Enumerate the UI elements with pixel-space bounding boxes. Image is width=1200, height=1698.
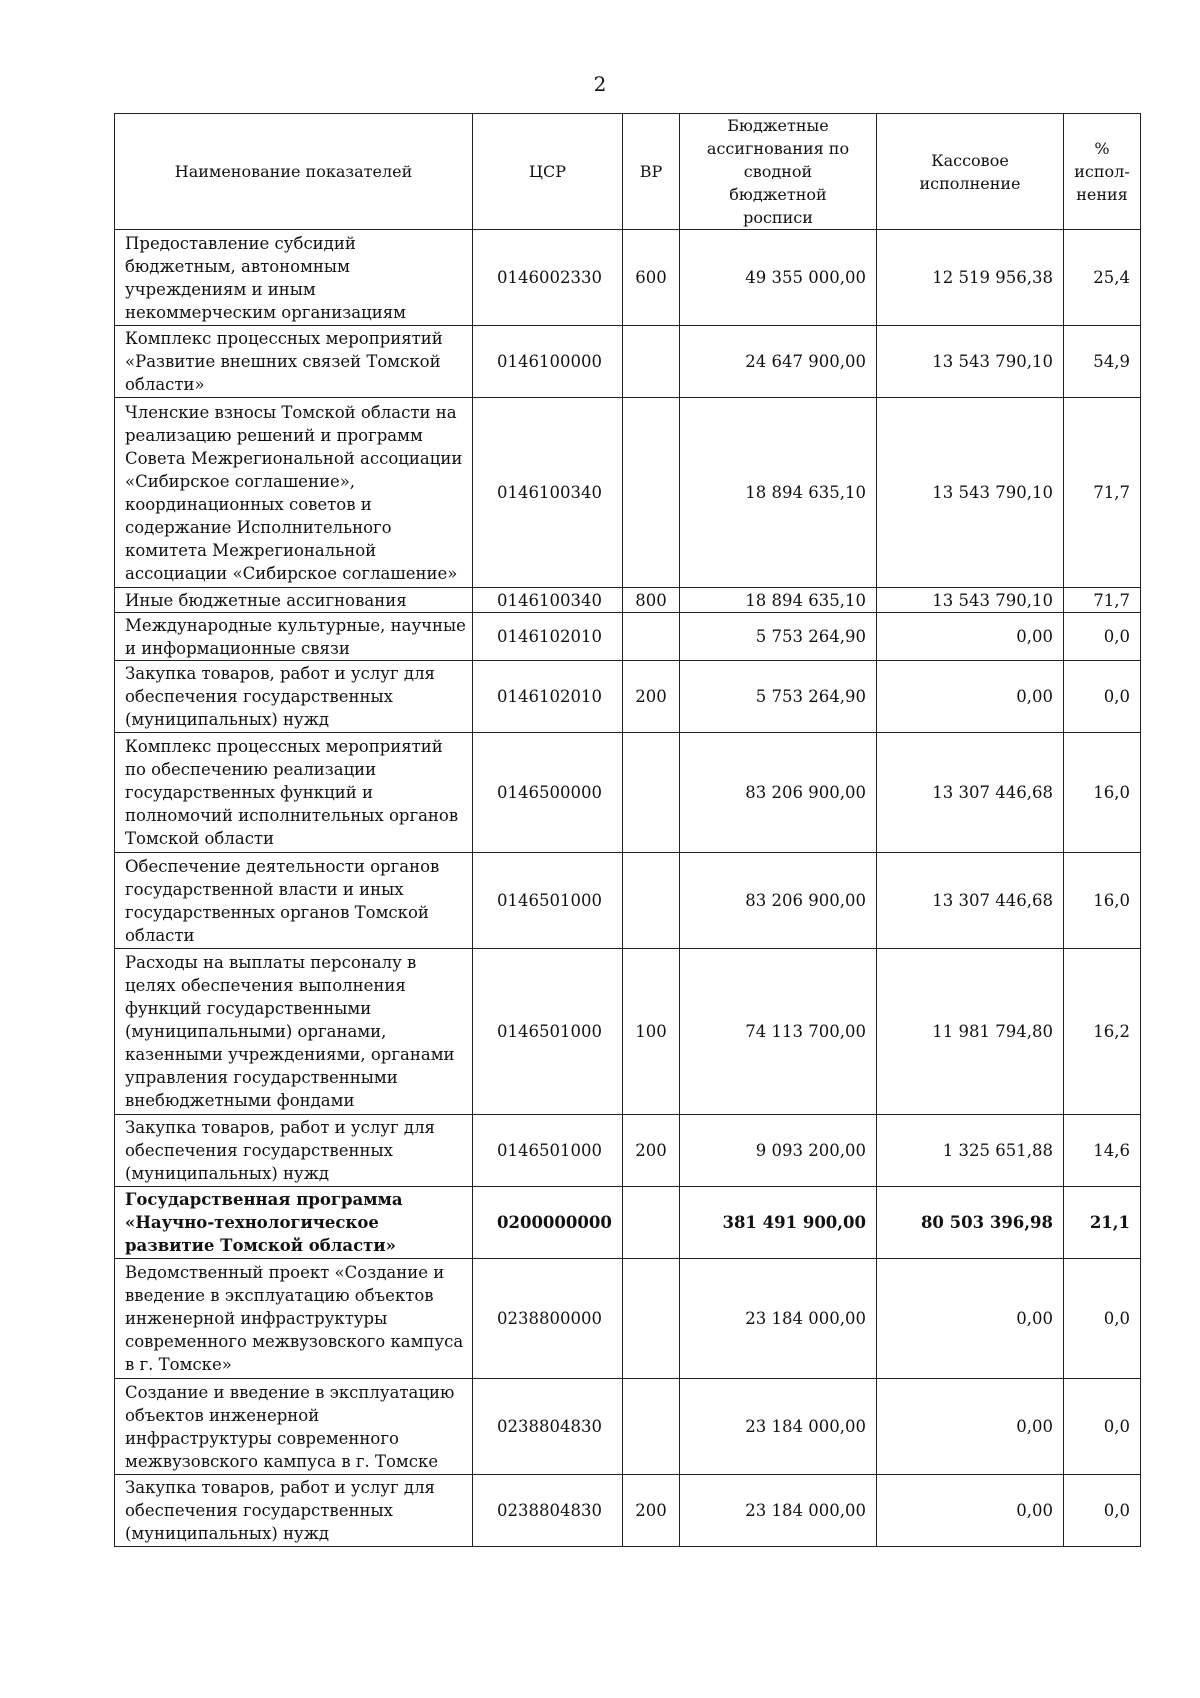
table-row	[115, 1115, 1141, 1187]
row-csr: 0146102010	[473, 661, 623, 733]
row-vr: 200	[623, 1115, 680, 1187]
row-csr: 0146501000	[473, 949, 623, 1115]
row-name: Комплекс процессных мероприятий «Развитие внешних связей Томской области»	[115, 326, 473, 398]
header-assignments: Бюджетные ассигнования по сводной бюджетной росписи	[680, 114, 877, 230]
row-execution: 0,00	[877, 1475, 1064, 1547]
row-percent: 0,0	[1064, 661, 1141, 733]
row-percent: 71,7	[1064, 588, 1141, 613]
row-percent: 0,0	[1064, 1379, 1141, 1475]
row-name: Обеспечение деятельности органов государственной власти и иных государственных органов Томской области	[115, 853, 473, 949]
header-percent: % испол-нения	[1064, 114, 1141, 230]
row-name: Закупка товаров, работ и услуг для обеспечения государственных (муниципальных) нужд	[115, 1475, 473, 1547]
row-percent: 0,0	[1064, 1259, 1141, 1379]
row-vr	[623, 326, 680, 398]
row-assignments: 74 113 700,00	[680, 949, 877, 1115]
row-execution: 13 307 446,68	[877, 733, 1064, 853]
row-execution: 80 503 396,98	[877, 1187, 1064, 1259]
row-csr: 0146100340	[473, 398, 623, 588]
row-execution: 0,00	[877, 613, 1064, 661]
row-assignments: 24 647 900,00	[680, 326, 877, 398]
row-assignments: 5 753 264,90	[680, 613, 877, 661]
row-assignments: 49 355 000,00	[680, 230, 877, 326]
row-vr	[623, 853, 680, 949]
row-name: Иные бюджетные ассигнования	[115, 588, 473, 613]
header-csr: ЦСР	[473, 114, 623, 230]
row-assignments: 23 184 000,00	[680, 1379, 877, 1475]
row-vr: 100	[623, 949, 680, 1115]
table-row	[115, 326, 1141, 398]
row-csr: 0146501000	[473, 853, 623, 949]
row-assignments: 83 206 900,00	[680, 733, 877, 853]
row-vr: 200	[623, 661, 680, 733]
row-vr: 600	[623, 230, 680, 326]
row-execution: 13 543 790,10	[877, 398, 1064, 588]
table-row	[115, 1259, 1141, 1379]
row-assignments: 5 753 264,90	[680, 661, 877, 733]
row-name: Ведомственный проект «Создание и введение в эксплуатацию объектов инженерной инфраструктуры современного межвузовского кампуса в г. Томске»	[115, 1259, 473, 1379]
table-row	[115, 661, 1141, 733]
row-csr: 0146100000	[473, 326, 623, 398]
row-vr	[623, 398, 680, 588]
row-assignments: 23 184 000,00	[680, 1475, 877, 1547]
row-percent: 16,0	[1064, 733, 1141, 853]
row-name: Комплекс процессных мероприятий по обеспечению реализации государственных функций и полномочий исполнительных органов Томской области	[115, 733, 473, 853]
row-assignments: 9 093 200,00	[680, 1115, 877, 1187]
row-percent: 0,0	[1064, 613, 1141, 661]
budget-execution-table	[114, 113, 1141, 1547]
row-execution: 11 981 794,80	[877, 949, 1064, 1115]
row-vr	[623, 733, 680, 853]
row-assignments: 18 894 635,10	[680, 588, 877, 613]
row-execution: 13 543 790,10	[877, 588, 1064, 613]
table-header-row	[115, 114, 1141, 230]
row-percent: 25,4	[1064, 230, 1141, 326]
table-row	[115, 733, 1141, 853]
row-execution: 12 519 956,38	[877, 230, 1064, 326]
row-vr	[623, 613, 680, 661]
table-row	[115, 1379, 1141, 1475]
table-row	[115, 398, 1141, 588]
row-assignments: 381 491 900,00	[680, 1187, 877, 1259]
row-execution: 1 325 651,88	[877, 1115, 1064, 1187]
page-number: 2	[593, 72, 607, 96]
row-execution: 0,00	[877, 1259, 1064, 1379]
row-vr	[623, 1187, 680, 1259]
row-percent: 14,6	[1064, 1115, 1141, 1187]
row-csr: 0238804830	[473, 1379, 623, 1475]
table-row-program	[115, 1187, 1141, 1259]
row-csr: 0238804830	[473, 1475, 623, 1547]
row-name: Международные культурные, научные и информационные связи	[115, 613, 473, 661]
row-vr: 800	[623, 588, 680, 613]
row-csr: 0238800000	[473, 1259, 623, 1379]
row-csr: 0146002330	[473, 230, 623, 326]
header-vr: ВР	[623, 114, 680, 230]
row-percent: 71,7	[1064, 398, 1141, 588]
row-assignments: 23 184 000,00	[680, 1259, 877, 1379]
row-percent: 16,2	[1064, 949, 1141, 1115]
table-row	[115, 588, 1141, 613]
header-execution: Кассовое исполнение	[877, 114, 1064, 230]
row-name: Закупка товаров, работ и услуг для обеспечения государственных (муниципальных) нужд	[115, 661, 473, 733]
row-execution: 13 543 790,10	[877, 326, 1064, 398]
row-name: Расходы на выплаты персоналу в целях обеспечения выполнения функций государственными (муниципальными) органами, казенными учреждениями, органами управления государственными внебюджетными фондами	[115, 949, 473, 1115]
table-row	[115, 1475, 1141, 1547]
row-execution: 0,00	[877, 661, 1064, 733]
row-vr	[623, 1259, 680, 1379]
row-name: Закупка товаров, работ и услуг для обеспечения государственных (муниципальных) нужд	[115, 1115, 473, 1187]
row-vr	[623, 1379, 680, 1475]
header-name: Наименование показателей	[115, 114, 473, 230]
row-execution: 13 307 446,68	[877, 853, 1064, 949]
row-percent: 0,0	[1064, 1475, 1141, 1547]
row-name: Создание и введение в эксплуатацию объектов инженерной инфраструктуры современного межвузовского кампуса в г. Томске	[115, 1379, 473, 1475]
row-assignments: 18 894 635,10	[680, 398, 877, 588]
row-vr: 200	[623, 1475, 680, 1547]
row-csr: 0200000000	[473, 1187, 623, 1259]
table-row	[115, 613, 1141, 661]
table-row	[115, 230, 1141, 326]
table-row	[115, 853, 1141, 949]
row-name: Государственная программа «Научно-технологическое развитие Томской области»	[115, 1187, 473, 1259]
table-row	[115, 949, 1141, 1115]
row-percent: 21,1	[1064, 1187, 1141, 1259]
row-percent: 16,0	[1064, 853, 1141, 949]
row-name: Членские взносы Томской области на реализацию решений и программ Совета Межрегиональной ассоциации «Сибирское соглашение», координационных советов и содержание Исполнительного комитета Межрегиональной ассоциации «Сибирское соглашение»	[115, 398, 473, 588]
row-csr: 0146501000	[473, 1115, 623, 1187]
row-assignments: 83 206 900,00	[680, 853, 877, 949]
row-csr: 0146100340	[473, 588, 623, 613]
row-percent: 54,9	[1064, 326, 1141, 398]
row-execution: 0,00	[877, 1379, 1064, 1475]
row-csr: 0146102010	[473, 613, 623, 661]
row-name: Предоставление субсидий бюджетным, автономным учреждениям и иным некоммерческим организациям	[115, 230, 473, 326]
row-csr: 0146500000	[473, 733, 623, 853]
